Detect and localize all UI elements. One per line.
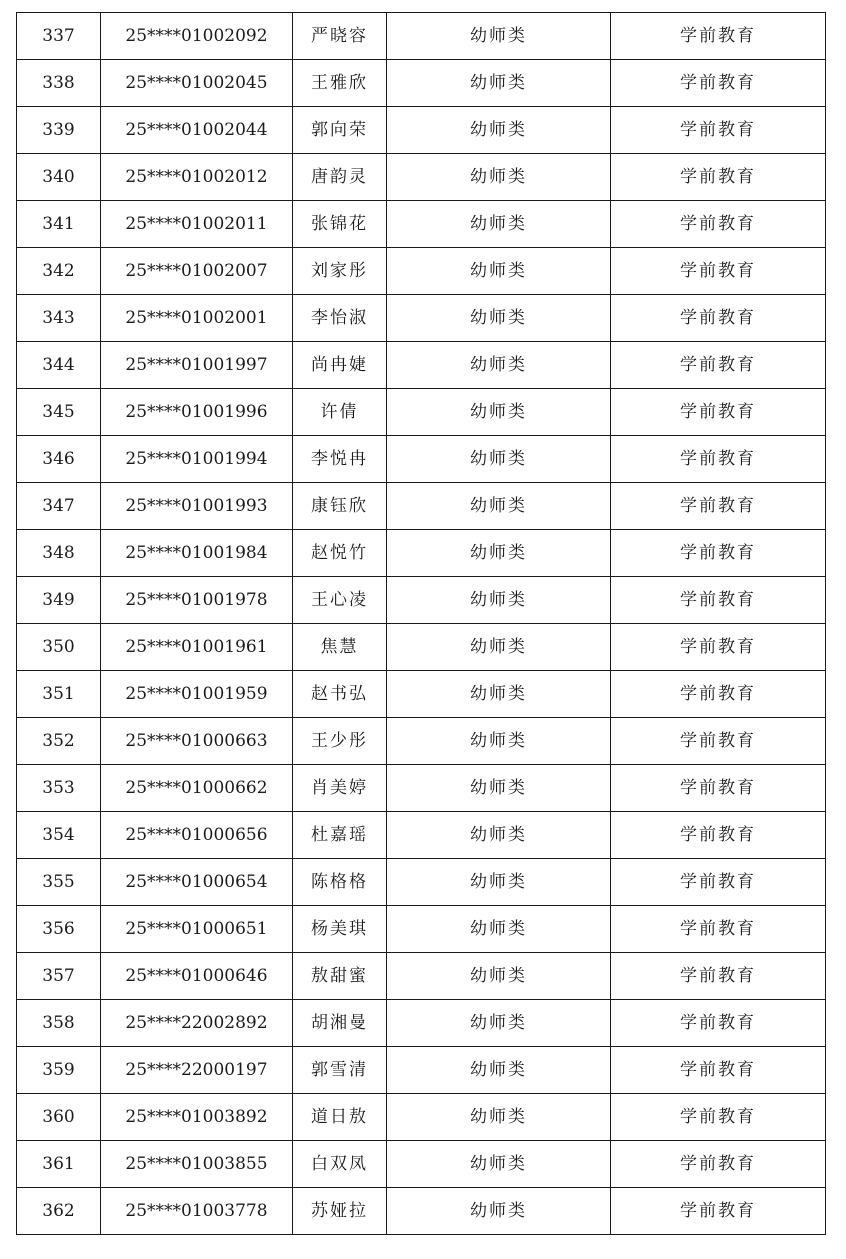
table-row	[17, 389, 826, 436]
candidate-name: 敖甜蜜	[293, 953, 387, 1000]
exam-category: 幼师类	[387, 718, 611, 765]
candidate-name: 李怡淑	[293, 295, 387, 342]
table-row	[17, 13, 826, 60]
row-number: 350	[17, 624, 101, 671]
candidate-name: 苏娅拉	[293, 1188, 387, 1235]
table-row	[17, 1000, 826, 1047]
major-name: 学前教育	[611, 1047, 826, 1094]
row-number: 359	[17, 1047, 101, 1094]
exam-category: 幼师类	[387, 248, 611, 295]
exam-category: 幼师类	[387, 483, 611, 530]
exam-category: 幼师类	[387, 436, 611, 483]
candidate-id: 25****01001993	[101, 483, 293, 530]
candidate-id: 25****01002012	[101, 154, 293, 201]
table-row	[17, 577, 826, 624]
candidate-id: 25****01000654	[101, 859, 293, 906]
row-number: 349	[17, 577, 101, 624]
major-name: 学前教育	[611, 1000, 826, 1047]
exam-category: 幼师类	[387, 1000, 611, 1047]
candidate-name: 王少彤	[293, 718, 387, 765]
candidate-name: 杨美琪	[293, 906, 387, 953]
row-number: 346	[17, 436, 101, 483]
major-name: 学前教育	[611, 1188, 826, 1235]
exam-category: 幼师类	[387, 154, 611, 201]
exam-category: 幼师类	[387, 1047, 611, 1094]
roster-table	[16, 12, 826, 1235]
candidate-id: 25****01002044	[101, 107, 293, 154]
exam-category: 幼师类	[387, 765, 611, 812]
exam-category: 幼师类	[387, 906, 611, 953]
major-name: 学前教育	[611, 154, 826, 201]
row-number: 344	[17, 342, 101, 389]
candidate-name: 杜嘉瑶	[293, 812, 387, 859]
exam-category: 幼师类	[387, 201, 611, 248]
candidate-id: 25****01003892	[101, 1094, 293, 1141]
table-row	[17, 342, 826, 389]
table-row	[17, 859, 826, 906]
row-number: 352	[17, 718, 101, 765]
major-name: 学前教育	[611, 389, 826, 436]
exam-category: 幼师类	[387, 577, 611, 624]
major-name: 学前教育	[611, 107, 826, 154]
candidate-id: 25****01001961	[101, 624, 293, 671]
candidate-id: 25****01000656	[101, 812, 293, 859]
row-number: 343	[17, 295, 101, 342]
candidate-name: 康钰欣	[293, 483, 387, 530]
table-row	[17, 60, 826, 107]
table-row	[17, 483, 826, 530]
candidate-name: 郭雪清	[293, 1047, 387, 1094]
row-number: 340	[17, 154, 101, 201]
row-number: 339	[17, 107, 101, 154]
row-number: 360	[17, 1094, 101, 1141]
candidate-name: 王心凌	[293, 577, 387, 624]
candidate-id: 25****01001996	[101, 389, 293, 436]
major-name: 学前教育	[611, 624, 826, 671]
exam-category: 幼师类	[387, 13, 611, 60]
row-number: 351	[17, 671, 101, 718]
exam-category: 幼师类	[387, 624, 611, 671]
table-row	[17, 1047, 826, 1094]
candidate-id: 25****01002092	[101, 13, 293, 60]
row-number: 353	[17, 765, 101, 812]
exam-category: 幼师类	[387, 295, 611, 342]
row-number: 358	[17, 1000, 101, 1047]
row-number: 348	[17, 530, 101, 577]
table-row	[17, 1188, 826, 1235]
row-number: 357	[17, 953, 101, 1000]
candidate-name: 赵书弘	[293, 671, 387, 718]
table-row	[17, 671, 826, 718]
major-name: 学前教育	[611, 248, 826, 295]
candidate-id: 25****01001959	[101, 671, 293, 718]
major-name: 学前教育	[611, 201, 826, 248]
candidate-id: 25****01003778	[101, 1188, 293, 1235]
major-name: 学前教育	[611, 577, 826, 624]
row-number: 361	[17, 1141, 101, 1188]
table-row	[17, 530, 826, 577]
row-number: 356	[17, 906, 101, 953]
table-row	[17, 718, 826, 765]
candidate-id: 25****01000662	[101, 765, 293, 812]
document-page	[16, 12, 825, 1235]
exam-category: 幼师类	[387, 1094, 611, 1141]
candidate-name: 焦慧	[293, 624, 387, 671]
row-number: 345	[17, 389, 101, 436]
major-name: 学前教育	[611, 953, 826, 1000]
candidate-id: 25****01003855	[101, 1141, 293, 1188]
major-name: 学前教育	[611, 765, 826, 812]
row-number: 337	[17, 13, 101, 60]
candidate-name: 唐韵灵	[293, 154, 387, 201]
major-name: 学前教育	[611, 718, 826, 765]
row-number: 341	[17, 201, 101, 248]
table-row	[17, 295, 826, 342]
roster-table-body	[17, 13, 826, 1235]
major-name: 学前教育	[611, 906, 826, 953]
candidate-id: 25****01000646	[101, 953, 293, 1000]
candidate-id: 25****01001997	[101, 342, 293, 389]
table-row	[17, 154, 826, 201]
major-name: 学前教育	[611, 295, 826, 342]
table-row	[17, 765, 826, 812]
table-row	[17, 906, 826, 953]
candidate-name: 赵悦竹	[293, 530, 387, 577]
candidate-id: 25****01000663	[101, 718, 293, 765]
exam-category: 幼师类	[387, 60, 611, 107]
exam-category: 幼师类	[387, 342, 611, 389]
exam-category: 幼师类	[387, 859, 611, 906]
major-name: 学前教育	[611, 483, 826, 530]
candidate-id: 25****22000197	[101, 1047, 293, 1094]
exam-category: 幼师类	[387, 1141, 611, 1188]
table-row	[17, 624, 826, 671]
major-name: 学前教育	[611, 60, 826, 107]
candidate-name: 李悦冉	[293, 436, 387, 483]
row-number: 354	[17, 812, 101, 859]
exam-category: 幼师类	[387, 953, 611, 1000]
candidate-name: 胡湘曼	[293, 1000, 387, 1047]
exam-category: 幼师类	[387, 530, 611, 577]
candidate-id: 25****01002045	[101, 60, 293, 107]
candidate-id: 25****01002011	[101, 201, 293, 248]
candidate-id: 25****01000651	[101, 906, 293, 953]
exam-category: 幼师类	[387, 1188, 611, 1235]
major-name: 学前教育	[611, 342, 826, 389]
candidate-name: 王雅欣	[293, 60, 387, 107]
table-row	[17, 953, 826, 1000]
row-number: 362	[17, 1188, 101, 1235]
candidate-id: 25****22002892	[101, 1000, 293, 1047]
major-name: 学前教育	[611, 1094, 826, 1141]
major-name: 学前教育	[611, 859, 826, 906]
table-row	[17, 436, 826, 483]
table-row	[17, 201, 826, 248]
candidate-name: 白双凤	[293, 1141, 387, 1188]
major-name: 学前教育	[611, 436, 826, 483]
table-row	[17, 107, 826, 154]
major-name: 学前教育	[611, 1141, 826, 1188]
major-name: 学前教育	[611, 13, 826, 60]
exam-category: 幼师类	[387, 671, 611, 718]
candidate-name: 肖美婷	[293, 765, 387, 812]
row-number: 355	[17, 859, 101, 906]
candidate-name: 道日敖	[293, 1094, 387, 1141]
exam-category: 幼师类	[387, 812, 611, 859]
table-row	[17, 812, 826, 859]
major-name: 学前教育	[611, 812, 826, 859]
major-name: 学前教育	[611, 671, 826, 718]
candidate-name: 严晓容	[293, 13, 387, 60]
candidate-name: 许倩	[293, 389, 387, 436]
table-row	[17, 248, 826, 295]
candidate-id: 25****01002001	[101, 295, 293, 342]
candidate-name: 刘家彤	[293, 248, 387, 295]
row-number: 338	[17, 60, 101, 107]
exam-category: 幼师类	[387, 107, 611, 154]
table-row	[17, 1141, 826, 1188]
candidate-id: 25****01001994	[101, 436, 293, 483]
row-number: 347	[17, 483, 101, 530]
candidate-id: 25****01002007	[101, 248, 293, 295]
candidate-name: 张锦花	[293, 201, 387, 248]
candidate-name: 陈格格	[293, 859, 387, 906]
exam-category: 幼师类	[387, 389, 611, 436]
table-row	[17, 1094, 826, 1141]
candidate-id: 25****01001984	[101, 530, 293, 577]
candidate-id: 25****01001978	[101, 577, 293, 624]
candidate-name: 尚冉婕	[293, 342, 387, 389]
row-number: 342	[17, 248, 101, 295]
major-name: 学前教育	[611, 530, 826, 577]
candidate-name: 郭向荣	[293, 107, 387, 154]
